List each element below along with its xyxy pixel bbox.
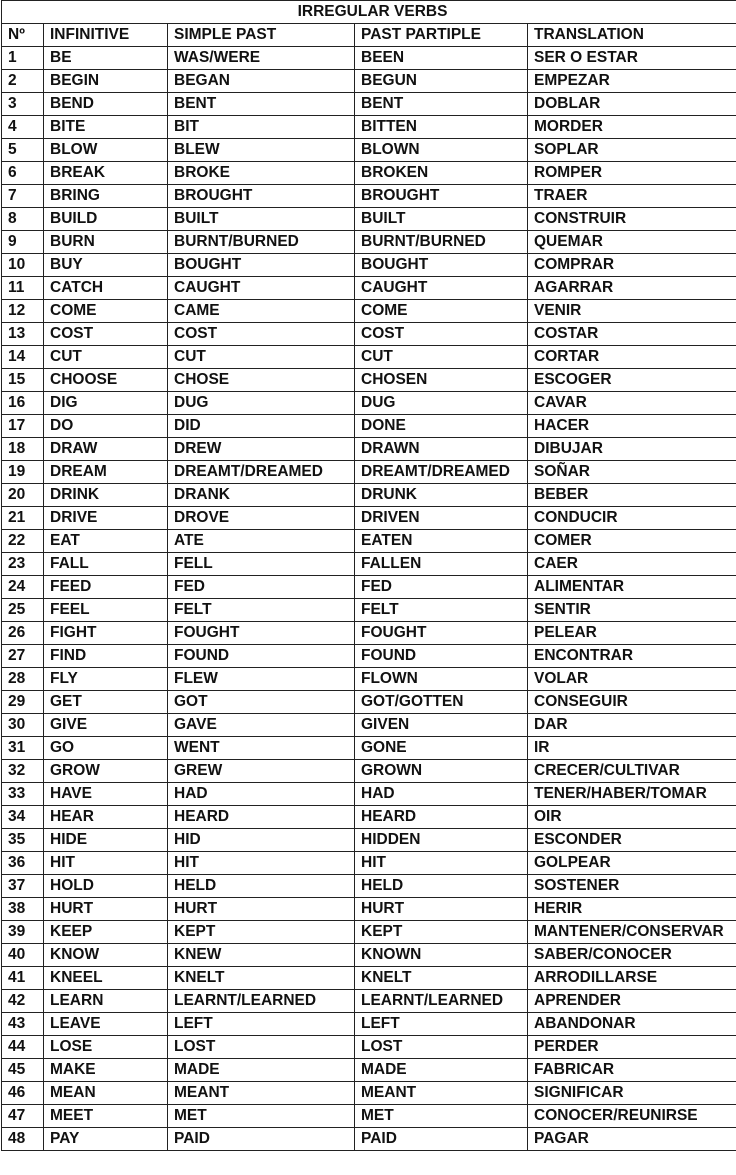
cell-infinitive: BUY xyxy=(44,254,168,277)
cell-translation: SIGNIFICAR xyxy=(528,1082,736,1105)
cell-translation: OIR xyxy=(528,806,736,829)
cell-past-participle: FED xyxy=(355,576,528,599)
cell-infinitive: BEND xyxy=(44,93,168,116)
cell-infinitive: EAT xyxy=(44,530,168,553)
cell-number: 24 xyxy=(2,576,44,599)
cell-infinitive: DRINK xyxy=(44,484,168,507)
cell-number: 3 xyxy=(2,93,44,116)
cell-infinitive: KNOW xyxy=(44,944,168,967)
cell-translation: ENCONTRAR xyxy=(528,645,736,668)
cell-number: 32 xyxy=(2,760,44,783)
cell-past-participle: COST xyxy=(355,323,528,346)
cell-simple-past: KNELT xyxy=(168,967,355,990)
cell-infinitive: DO xyxy=(44,415,168,438)
cell-translation: SER O ESTAR xyxy=(528,47,736,70)
irregular-verbs-table xyxy=(1,0,736,1151)
cell-number: 7 xyxy=(2,185,44,208)
cell-past-participle: DRAWN xyxy=(355,438,528,461)
cell-past-participle: DRIVEN xyxy=(355,507,528,530)
cell-past-participle: LEFT xyxy=(355,1013,528,1036)
cell-number: 15 xyxy=(2,369,44,392)
cell-infinitive: LOSE xyxy=(44,1036,168,1059)
table-row xyxy=(2,415,736,438)
cell-number: 29 xyxy=(2,691,44,714)
cell-simple-past: PAID xyxy=(168,1128,355,1151)
cell-simple-past: BEGAN xyxy=(168,70,355,93)
table-row xyxy=(2,277,736,300)
cell-number: 43 xyxy=(2,1013,44,1036)
table-row xyxy=(2,921,736,944)
cell-infinitive: HEAR xyxy=(44,806,168,829)
cell-number: 22 xyxy=(2,530,44,553)
cell-translation: BEBER xyxy=(528,484,736,507)
cell-translation: QUEMAR xyxy=(528,231,736,254)
cell-past-participle: HURT xyxy=(355,898,528,921)
cell-infinitive: FIGHT xyxy=(44,622,168,645)
cell-past-participle: BROKEN xyxy=(355,162,528,185)
title-row xyxy=(2,1,736,24)
cell-simple-past: MADE xyxy=(168,1059,355,1082)
table-row xyxy=(2,208,736,231)
cell-infinitive: GET xyxy=(44,691,168,714)
cell-number: 8 xyxy=(2,208,44,231)
cell-infinitive: HURT xyxy=(44,898,168,921)
table-row xyxy=(2,852,736,875)
cell-translation: DOBLAR xyxy=(528,93,736,116)
cell-number: 10 xyxy=(2,254,44,277)
cell-translation: CONOCER/REUNIRSE xyxy=(528,1105,736,1128)
cell-infinitive: BUILD xyxy=(44,208,168,231)
cell-simple-past: FLEW xyxy=(168,668,355,691)
cell-infinitive: GROW xyxy=(44,760,168,783)
cell-simple-past: HIT xyxy=(168,852,355,875)
table-row xyxy=(2,1036,736,1059)
cell-infinitive: DIG xyxy=(44,392,168,415)
cell-simple-past: DRANK xyxy=(168,484,355,507)
cell-number: 18 xyxy=(2,438,44,461)
cell-translation: ABANDONAR xyxy=(528,1013,736,1036)
table-title: IRREGULAR VERBS xyxy=(2,1,736,24)
cell-number: 39 xyxy=(2,921,44,944)
cell-translation: CORTAR xyxy=(528,346,736,369)
cell-simple-past: LEARNT/LEARNED xyxy=(168,990,355,1013)
cell-simple-past: GOT xyxy=(168,691,355,714)
cell-simple-past: DROVE xyxy=(168,507,355,530)
cell-past-participle: HIT xyxy=(355,852,528,875)
cell-infinitive: HAVE xyxy=(44,783,168,806)
cell-number: 13 xyxy=(2,323,44,346)
cell-infinitive: GIVE xyxy=(44,714,168,737)
table-row xyxy=(2,116,736,139)
table-row xyxy=(2,369,736,392)
table-row xyxy=(2,139,736,162)
cell-number: 12 xyxy=(2,300,44,323)
cell-simple-past: CUT xyxy=(168,346,355,369)
cell-infinitive: COME xyxy=(44,300,168,323)
cell-number: 26 xyxy=(2,622,44,645)
cell-simple-past: CHOSE xyxy=(168,369,355,392)
cell-simple-past: BLEW xyxy=(168,139,355,162)
cell-past-participle: BUILT xyxy=(355,208,528,231)
table-row xyxy=(2,1059,736,1082)
cell-number: 6 xyxy=(2,162,44,185)
cell-translation: SABER/CONOCER xyxy=(528,944,736,967)
cell-number: 19 xyxy=(2,461,44,484)
cell-number: 25 xyxy=(2,599,44,622)
cell-past-participle: GIVEN xyxy=(355,714,528,737)
cell-simple-past: BROUGHT xyxy=(168,185,355,208)
cell-simple-past: FOUGHT xyxy=(168,622,355,645)
cell-simple-past: MET xyxy=(168,1105,355,1128)
table-row xyxy=(2,967,736,990)
cell-number: 20 xyxy=(2,484,44,507)
cell-past-participle: EATEN xyxy=(355,530,528,553)
cell-simple-past: DREW xyxy=(168,438,355,461)
cell-number: 45 xyxy=(2,1059,44,1082)
cell-number: 46 xyxy=(2,1082,44,1105)
cell-past-participle: CHOSEN xyxy=(355,369,528,392)
table-row xyxy=(2,323,736,346)
cell-simple-past: BROKE xyxy=(168,162,355,185)
cell-number: 14 xyxy=(2,346,44,369)
table-row xyxy=(2,1082,736,1105)
cell-infinitive: FIND xyxy=(44,645,168,668)
cell-infinitive: BURN xyxy=(44,231,168,254)
cell-translation: ESCONDER xyxy=(528,829,736,852)
cell-infinitive: HOLD xyxy=(44,875,168,898)
cell-simple-past: DUG xyxy=(168,392,355,415)
cell-past-participle: BENT xyxy=(355,93,528,116)
cell-number: 41 xyxy=(2,967,44,990)
cell-number: 44 xyxy=(2,1036,44,1059)
header-number: Nº xyxy=(2,24,44,47)
cell-past-participle: MADE xyxy=(355,1059,528,1082)
table-row xyxy=(2,576,736,599)
cell-infinitive: BE xyxy=(44,47,168,70)
cell-simple-past: DREAMT/DREAMED xyxy=(168,461,355,484)
cell-simple-past: BURNT/BURNED xyxy=(168,231,355,254)
cell-simple-past: GAVE xyxy=(168,714,355,737)
cell-translation: DIBUJAR xyxy=(528,438,736,461)
table-row xyxy=(2,898,736,921)
cell-past-participle: BLOWN xyxy=(355,139,528,162)
cell-infinitive: BREAK xyxy=(44,162,168,185)
header-infinitive: INFINITIVE xyxy=(44,24,168,47)
table-row xyxy=(2,806,736,829)
cell-infinitive: BEGIN xyxy=(44,70,168,93)
cell-translation: MANTENER/CONSERVAR xyxy=(528,921,736,944)
cell-number: 36 xyxy=(2,852,44,875)
cell-simple-past: WENT xyxy=(168,737,355,760)
cell-translation: HERIR xyxy=(528,898,736,921)
cell-simple-past: LOST xyxy=(168,1036,355,1059)
cell-past-participle: MET xyxy=(355,1105,528,1128)
cell-translation: COSTAR xyxy=(528,323,736,346)
cell-number: 35 xyxy=(2,829,44,852)
cell-translation: DAR xyxy=(528,714,736,737)
cell-translation: CRECER/CULTIVAR xyxy=(528,760,736,783)
cell-translation: VENIR xyxy=(528,300,736,323)
cell-past-participle: BURNT/BURNED xyxy=(355,231,528,254)
cell-translation: GOLPEAR xyxy=(528,852,736,875)
table-row xyxy=(2,185,736,208)
cell-past-participle: MEANT xyxy=(355,1082,528,1105)
cell-number: 1 xyxy=(2,47,44,70)
cell-translation: APRENDER xyxy=(528,990,736,1013)
cell-translation: PERDER xyxy=(528,1036,736,1059)
cell-number: 11 xyxy=(2,277,44,300)
cell-translation: SOSTENER xyxy=(528,875,736,898)
cell-number: 16 xyxy=(2,392,44,415)
cell-infinitive: CHOOSE xyxy=(44,369,168,392)
cell-simple-past: FED xyxy=(168,576,355,599)
table-row xyxy=(2,691,736,714)
cell-simple-past: MEANT xyxy=(168,1082,355,1105)
cell-translation: ARRODILLARSE xyxy=(528,967,736,990)
cell-past-participle: GOT/GOTTEN xyxy=(355,691,528,714)
table-row xyxy=(2,944,736,967)
table-row xyxy=(2,829,736,852)
cell-past-participle: KNOWN xyxy=(355,944,528,967)
cell-translation: MORDER xyxy=(528,116,736,139)
cell-past-participle: BROUGHT xyxy=(355,185,528,208)
cell-number: 2 xyxy=(2,70,44,93)
cell-past-participle: LOST xyxy=(355,1036,528,1059)
cell-translation: HACER xyxy=(528,415,736,438)
cell-infinitive: FEED xyxy=(44,576,168,599)
cell-number: 4 xyxy=(2,116,44,139)
cell-translation: CONSEGUIR xyxy=(528,691,736,714)
cell-number: 28 xyxy=(2,668,44,691)
cell-past-participle: BEGUN xyxy=(355,70,528,93)
cell-infinitive: LEAVE xyxy=(44,1013,168,1036)
cell-infinitive: CATCH xyxy=(44,277,168,300)
cell-simple-past: BUILT xyxy=(168,208,355,231)
table-row xyxy=(2,645,736,668)
cell-past-participle: FOUND xyxy=(355,645,528,668)
cell-translation: COMER xyxy=(528,530,736,553)
cell-infinitive: LEARN xyxy=(44,990,168,1013)
cell-past-participle: HIDDEN xyxy=(355,829,528,852)
cell-translation: TENER/HABER/TOMAR xyxy=(528,783,736,806)
table-row xyxy=(2,93,736,116)
cell-past-participle: GROWN xyxy=(355,760,528,783)
cell-number: 9 xyxy=(2,231,44,254)
cell-number: 21 xyxy=(2,507,44,530)
cell-translation: FABRICAR xyxy=(528,1059,736,1082)
cell-infinitive: MEAN xyxy=(44,1082,168,1105)
cell-simple-past: BIT xyxy=(168,116,355,139)
table-row xyxy=(2,346,736,369)
table-row xyxy=(2,47,736,70)
cell-simple-past: CAME xyxy=(168,300,355,323)
cell-past-participle: DREAMT/DREAMED xyxy=(355,461,528,484)
cell-translation: PELEAR xyxy=(528,622,736,645)
cell-past-participle: BEEN xyxy=(355,47,528,70)
cell-simple-past: HELD xyxy=(168,875,355,898)
cell-translation: IR xyxy=(528,737,736,760)
table-row xyxy=(2,760,736,783)
cell-translation: CAVAR xyxy=(528,392,736,415)
cell-number: 5 xyxy=(2,139,44,162)
table-row xyxy=(2,714,736,737)
cell-infinitive: FEEL xyxy=(44,599,168,622)
cell-simple-past: ATE xyxy=(168,530,355,553)
cell-number: 34 xyxy=(2,806,44,829)
cell-number: 30 xyxy=(2,714,44,737)
cell-past-participle: FALLEN xyxy=(355,553,528,576)
cell-number: 48 xyxy=(2,1128,44,1151)
cell-infinitive: KNEEL xyxy=(44,967,168,990)
cell-number: 33 xyxy=(2,783,44,806)
table-row xyxy=(2,392,736,415)
cell-infinitive: BLOW xyxy=(44,139,168,162)
table-row xyxy=(2,599,736,622)
cell-simple-past: GREW xyxy=(168,760,355,783)
cell-number: 17 xyxy=(2,415,44,438)
cell-past-participle: CUT xyxy=(355,346,528,369)
cell-infinitive: BRING xyxy=(44,185,168,208)
cell-infinitive: DREAM xyxy=(44,461,168,484)
cell-past-participle: FLOWN xyxy=(355,668,528,691)
table-row xyxy=(2,553,736,576)
cell-infinitive: HIDE xyxy=(44,829,168,852)
cell-infinitive: COST xyxy=(44,323,168,346)
cell-number: 47 xyxy=(2,1105,44,1128)
cell-past-participle: COME xyxy=(355,300,528,323)
table-row xyxy=(2,622,736,645)
cell-translation: AGARRAR xyxy=(528,277,736,300)
cell-simple-past: LEFT xyxy=(168,1013,355,1036)
cell-past-participle: FOUGHT xyxy=(355,622,528,645)
cell-number: 38 xyxy=(2,898,44,921)
table-row xyxy=(2,875,736,898)
cell-past-participle: HEARD xyxy=(355,806,528,829)
cell-simple-past: KNEW xyxy=(168,944,355,967)
cell-past-participle: CAUGHT xyxy=(355,277,528,300)
cell-past-participle: FELT xyxy=(355,599,528,622)
table-row xyxy=(2,1013,736,1036)
table-row xyxy=(2,300,736,323)
cell-simple-past: FOUND xyxy=(168,645,355,668)
cell-translation: VOLAR xyxy=(528,668,736,691)
cell-infinitive: DRAW xyxy=(44,438,168,461)
header-translation: TRANSLATION xyxy=(528,24,736,47)
cell-infinitive: MAKE xyxy=(44,1059,168,1082)
cell-infinitive: DRIVE xyxy=(44,507,168,530)
cell-simple-past: HID xyxy=(168,829,355,852)
cell-infinitive: KEEP xyxy=(44,921,168,944)
cell-number: 23 xyxy=(2,553,44,576)
cell-number: 42 xyxy=(2,990,44,1013)
cell-translation: CONDUCIR xyxy=(528,507,736,530)
cell-simple-past: FELL xyxy=(168,553,355,576)
cell-past-participle: PAID xyxy=(355,1128,528,1151)
cell-translation: COMPRAR xyxy=(528,254,736,277)
table-row xyxy=(2,162,736,185)
table-row xyxy=(2,231,736,254)
cell-simple-past: HURT xyxy=(168,898,355,921)
cell-simple-past: DID xyxy=(168,415,355,438)
cell-infinitive: FLY xyxy=(44,668,168,691)
cell-translation: ALIMENTAR xyxy=(528,576,736,599)
table-row xyxy=(2,438,736,461)
cell-past-participle: HELD xyxy=(355,875,528,898)
cell-translation: SENTIR xyxy=(528,599,736,622)
cell-past-participle: BOUGHT xyxy=(355,254,528,277)
cell-past-participle: GONE xyxy=(355,737,528,760)
cell-past-participle: DUG xyxy=(355,392,528,415)
table-row xyxy=(2,254,736,277)
cell-simple-past: FELT xyxy=(168,599,355,622)
table-row xyxy=(2,530,736,553)
cell-translation: SOPLAR xyxy=(528,139,736,162)
table-row xyxy=(2,70,736,93)
cell-infinitive: HIT xyxy=(44,852,168,875)
cell-translation: SOÑAR xyxy=(528,461,736,484)
cell-number: 27 xyxy=(2,645,44,668)
cell-simple-past: HAD xyxy=(168,783,355,806)
cell-past-participle: DRUNK xyxy=(355,484,528,507)
cell-number: 37 xyxy=(2,875,44,898)
cell-past-participle: BITTEN xyxy=(355,116,528,139)
cell-number: 31 xyxy=(2,737,44,760)
table-row xyxy=(2,668,736,691)
cell-infinitive: FALL xyxy=(44,553,168,576)
cell-simple-past: HEARD xyxy=(168,806,355,829)
table-row xyxy=(2,1105,736,1128)
table-row xyxy=(2,783,736,806)
cell-translation: ROMPER xyxy=(528,162,736,185)
table-row xyxy=(2,1128,736,1151)
cell-infinitive: PAY xyxy=(44,1128,168,1151)
cell-translation: PAGAR xyxy=(528,1128,736,1151)
table-row xyxy=(2,737,736,760)
table-row xyxy=(2,507,736,530)
cell-infinitive: CUT xyxy=(44,346,168,369)
cell-simple-past: BOUGHT xyxy=(168,254,355,277)
cell-translation: CONSTRUIR xyxy=(528,208,736,231)
cell-simple-past: CAUGHT xyxy=(168,277,355,300)
cell-translation: EMPEZAR xyxy=(528,70,736,93)
header-row xyxy=(2,24,736,47)
cell-translation: TRAER xyxy=(528,185,736,208)
cell-simple-past: WAS/WERE xyxy=(168,47,355,70)
header-simple-past: SIMPLE PAST xyxy=(168,24,355,47)
cell-simple-past: KEPT xyxy=(168,921,355,944)
cell-simple-past: BENT xyxy=(168,93,355,116)
cell-past-participle: HAD xyxy=(355,783,528,806)
cell-infinitive: BITE xyxy=(44,116,168,139)
cell-simple-past: COST xyxy=(168,323,355,346)
cell-infinitive: MEET xyxy=(44,1105,168,1128)
cell-infinitive: GO xyxy=(44,737,168,760)
cell-past-participle: LEARNT/LEARNED xyxy=(355,990,528,1013)
cell-past-participle: KEPT xyxy=(355,921,528,944)
cell-translation: CAER xyxy=(528,553,736,576)
cell-translation: ESCOGER xyxy=(528,369,736,392)
cell-past-participle: KNELT xyxy=(355,967,528,990)
table-row xyxy=(2,990,736,1013)
cell-past-participle: DONE xyxy=(355,415,528,438)
cell-number: 40 xyxy=(2,944,44,967)
table-row xyxy=(2,484,736,507)
header-past-participle: PAST PARTIPLE xyxy=(355,24,528,47)
table-row xyxy=(2,461,736,484)
